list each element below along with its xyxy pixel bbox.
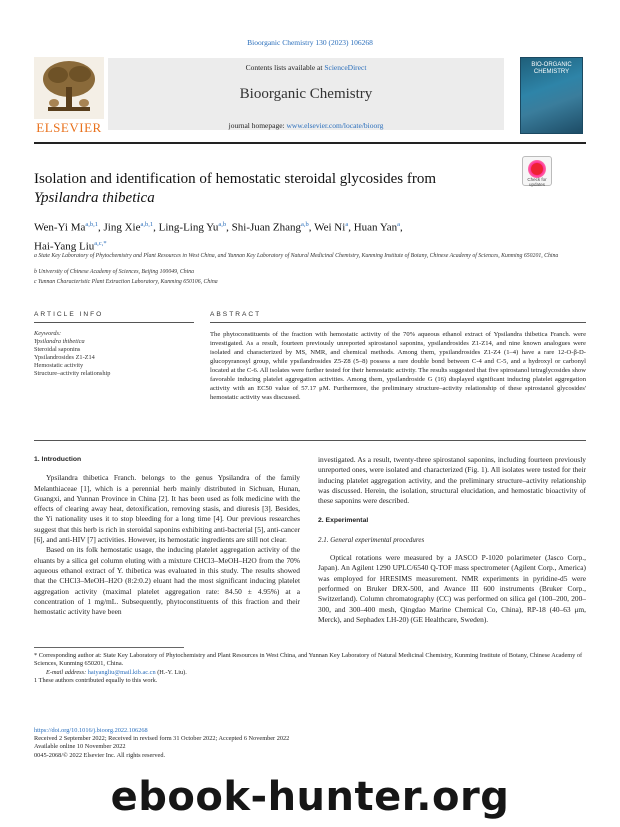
- email-suffix: (H.-Y. Liu).: [155, 668, 187, 676]
- intro-paragraph: Based on its folk hemostatic usage, the inducing platelet aggregation activity of the eluants by a silica gel column eluting with a mixture CHCl3–MeOH–H2O from the 70% aqueous ethanol extract of Y. thibetica was evaluated in this study. The results showed that the CHCl3–MeOH–H2O (8:2:0.2) eluant had the most significant inducing platelet aggregation activity (maximal platelet aggregation rate: 84.50 ± 4.95%) at a concentration of 1 mg/mL. Subsequently, phytoconstituents of this fraction and their hemostatic activity have been: [34, 545, 300, 617]
- title-line-2: Ypsilandra thibetica: [34, 190, 155, 206]
- author-name[interactable]: Hai-Yang Liu: [34, 240, 95, 253]
- keyword-item: Structure–activity relationship: [34, 370, 111, 377]
- journal-reference[interactable]: Bioorganic Chemistry 130 (2023) 106268: [247, 38, 373, 47]
- experimental-paragraph: Optical rotations were measured by a JASCO P-1020 polarimeter (Jasco Corp., Japan). An Agilent 1290 UPLC/6540 Q-TOF mass spectrometer (Agilent Corp., America) was employed for HRESIMS measurement. NMR experiments in pyridine-d5 were performed on Bruker DRX-500, and Avance III 600 instruments (Bruker Corp., Switzerland). Column chromatography (CC) was performed on silica gel (100–200, 200–300, and 300–400 mesh, Qingdao Marine Chemical Co, China), RP-18 (40–63 μm, Merck), and Sephadex LH-20) (GE Healthcare, Sweden).: [318, 553, 586, 624]
- homepage-link[interactable]: www.elsevier.com/locate/bioorg: [286, 121, 384, 130]
- intro-paragraph: Ypsilandra thibetica Franch. belongs to the genus Ypsilandra of the family Melanthiaceae [1], which is a perennial herb mainly distributed in Sichuan, Hunan, Guangxi, and Yunnan Province in China [2]. It has been used as folk medicine with the effects of clearing away heat, detoxification, removing stasis, and diuresis [3]. Besides, the Yi nationality uses it to stop bleeding for a long time [4]. Our previous researches suggest that this herb is rich in steroidal saponins exhibiting anti-bacterial [5], anti-cancer [6], and anti-HIV [7] activities. However, its hemostatic ingredients are still not clear.: [34, 473, 300, 545]
- received-dates: Received 2 September 2022; Received in revised form 31 October 2022; Accepted 6 November 2022: [34, 735, 290, 743]
- check-updates-label: Check for updates: [527, 177, 547, 187]
- abstract-bottom-rule: [34, 440, 586, 441]
- author-sup[interactable]: a: [345, 221, 349, 228]
- keywords-block: [34, 330, 184, 378]
- doi-link[interactable]: https://doi.org/10.1016/j.bioorg.2022.106268: [34, 727, 148, 734]
- cover-title: BIO-ORGANIC CHEMISTRY: [531, 62, 572, 75]
- article-info-heading: ARTICLE INFO: [34, 311, 104, 318]
- author-name[interactable]: Shi-Juan Zhang: [231, 221, 302, 234]
- homepage-line: [108, 121, 504, 130]
- author-sup[interactable]: a,b: [218, 221, 227, 228]
- check-updates-icon: [528, 160, 546, 178]
- article-metadata: [34, 727, 586, 760]
- author-name[interactable]: Wei Ni: [314, 221, 346, 234]
- body-right-column: [318, 455, 586, 625]
- affiliation-c: c Yunnan Characteristic Plant Extraction Laboratory, Kunming 650106, China: [34, 279, 218, 285]
- article-info-rule: [34, 322, 194, 323]
- contents-line: [108, 63, 504, 72]
- subsection-heading: 2.1. General experimental procedures: [318, 535, 425, 544]
- article-title: [34, 170, 504, 208]
- experimental-heading: 2. Experimental: [318, 517, 369, 525]
- keyword-item: Ypsilandra thibetica: [34, 338, 85, 345]
- footnotes: [34, 652, 586, 685]
- author-sup[interactable]: a,b,1: [85, 221, 98, 228]
- journal-name: Bioorganic Chemistry: [239, 86, 373, 102]
- right-paragraph: investigated. As a result, twenty-three spirostanol saponins, including fourteen previously unreported ones, were isolated and characterized (Fig. 1). All isolates were tested for their inducing platelet aggregation activity, and the preliminary structure–activity relationship was discussed. Herein, the isolation, structural elucidation, and hemostatic bioactivity of these saponins were described.: [318, 455, 586, 506]
- author-name[interactable]: Huan Yan: [353, 221, 398, 234]
- email-link[interactable]: haiyangliu@mail.kib.ac.cn: [87, 668, 156, 676]
- keywords-label: Keywords:: [34, 330, 62, 337]
- watermark-text: ebook-hunter.org: [110, 774, 510, 820]
- author-sup[interactable]: a,b,1: [140, 221, 154, 228]
- footnote-rule: [34, 647, 184, 648]
- introduction-heading: 1. Introduction: [34, 456, 82, 463]
- email-label: E-mail address:: [46, 668, 88, 676]
- title-line-1: Isolation and identification of hemostatic steroidal glycosides from: [34, 171, 436, 187]
- header-divider: [34, 142, 586, 144]
- equal-contribution-note: 1 These authors contributed equally to this work.: [34, 676, 158, 684]
- keyword-item: Hemostatic activity: [34, 362, 84, 369]
- elsevier-wordmark: ELSEVIER: [36, 120, 102, 135]
- author-name[interactable]: Wen-Yi Ma: [34, 221, 86, 234]
- contents-prefix: Contents lists available at: [245, 63, 325, 72]
- available-online: Available online 10 November 2022: [34, 743, 126, 751]
- abstract-text: The phytoconstituents of the fraction with hemostatic activity of the 70% aqueous ethanol extract of Ypsilandra thibetica Franch. were investigated. As a result, fourteen previously unreported spirostanol saponins, ypsilandrosides Z1-Z14, and nine known analogues were isolated and characterized by MS, NMR, and chemical methods. Among them, ypsilandrosides Z1-Z4 (1–4) have a rare 12-O-β-D-glucopyranosyl group, while ypsilandrosides Z5-Z8 (5–8) possess a rare double bond between C-4 and C-5, and a hydroxyl or carbonyl located at the C-6. All isolates were further tested for their hemostatic activity. The results suggested that five spirostanol tetraglycosides show favorable inducing platelet aggregation activities. Among them, ypsilandroside G (16) displayed significant inducing platelet aggregation activity with an EC50 value of 57.17 μM. Furthermore, the preliminary structure–activity relationship of these spirostanol glycosides' hemostatic activity was discussed.: [210, 331, 586, 401]
- email-line: [34, 669, 586, 677]
- body-left-column: [34, 455, 300, 617]
- author-sup[interactable]: a,b: [301, 221, 309, 228]
- author-list: Wen-Yi Ma$^{a,b,1}$, Jing Xie$^{a,b,1}$, Ling-Ling Yu$^{a,b}$, Shi-Juan Zhang$^{a,b}$, Wei Ni$^a$, Huan Yan$^a$, Hai-Yang Liu$^{a,c,*}$: [34, 221, 403, 253]
- sciencedirect-link[interactable]: ScienceDirect: [324, 63, 367, 72]
- author-name[interactable]: Ling-Ling Yu: [158, 221, 219, 234]
- copyright: 0045-2068/© 2022 Elsevier Inc. All rights reserved.: [34, 751, 166, 759]
- affiliation-b: b University of Chinese Academy of Sciences, Beijing 100049, China: [34, 269, 195, 275]
- affiliation-a: a State Key Laboratory of Phytochemistry and Plant Resources in West China, and Yunnan Key Laboratory of Natural Medicinal Chemistry, Kunming Institute of Botany, Chinese Academy of Sciences, Kunming 650201, China: [34, 253, 559, 259]
- homepage-prefix: journal homepage:: [228, 121, 287, 130]
- author-sup[interactable]: a: [397, 221, 400, 228]
- author-sup[interactable]: a,c,*: [94, 239, 107, 247]
- corresponding-author-note: * Corresponding author at: State Key Laboratory of Phytochemistry and Plant Resources in West China, and Yunnan Key Laboratory of Natural Medicinal Chemistry, Kunming Institute of Botany, Chinese Academy of Sciences, Kunming 650201, China.: [34, 652, 583, 668]
- author-name[interactable]: Jing Xie: [103, 221, 141, 234]
- abstract-rule: [210, 322, 586, 323]
- keyword-item: Ypsilandrosides Z1-Z14: [34, 354, 95, 361]
- abstract-heading: ABSTRACT: [210, 311, 262, 318]
- keyword-item: Steroidal saponins: [34, 346, 81, 353]
